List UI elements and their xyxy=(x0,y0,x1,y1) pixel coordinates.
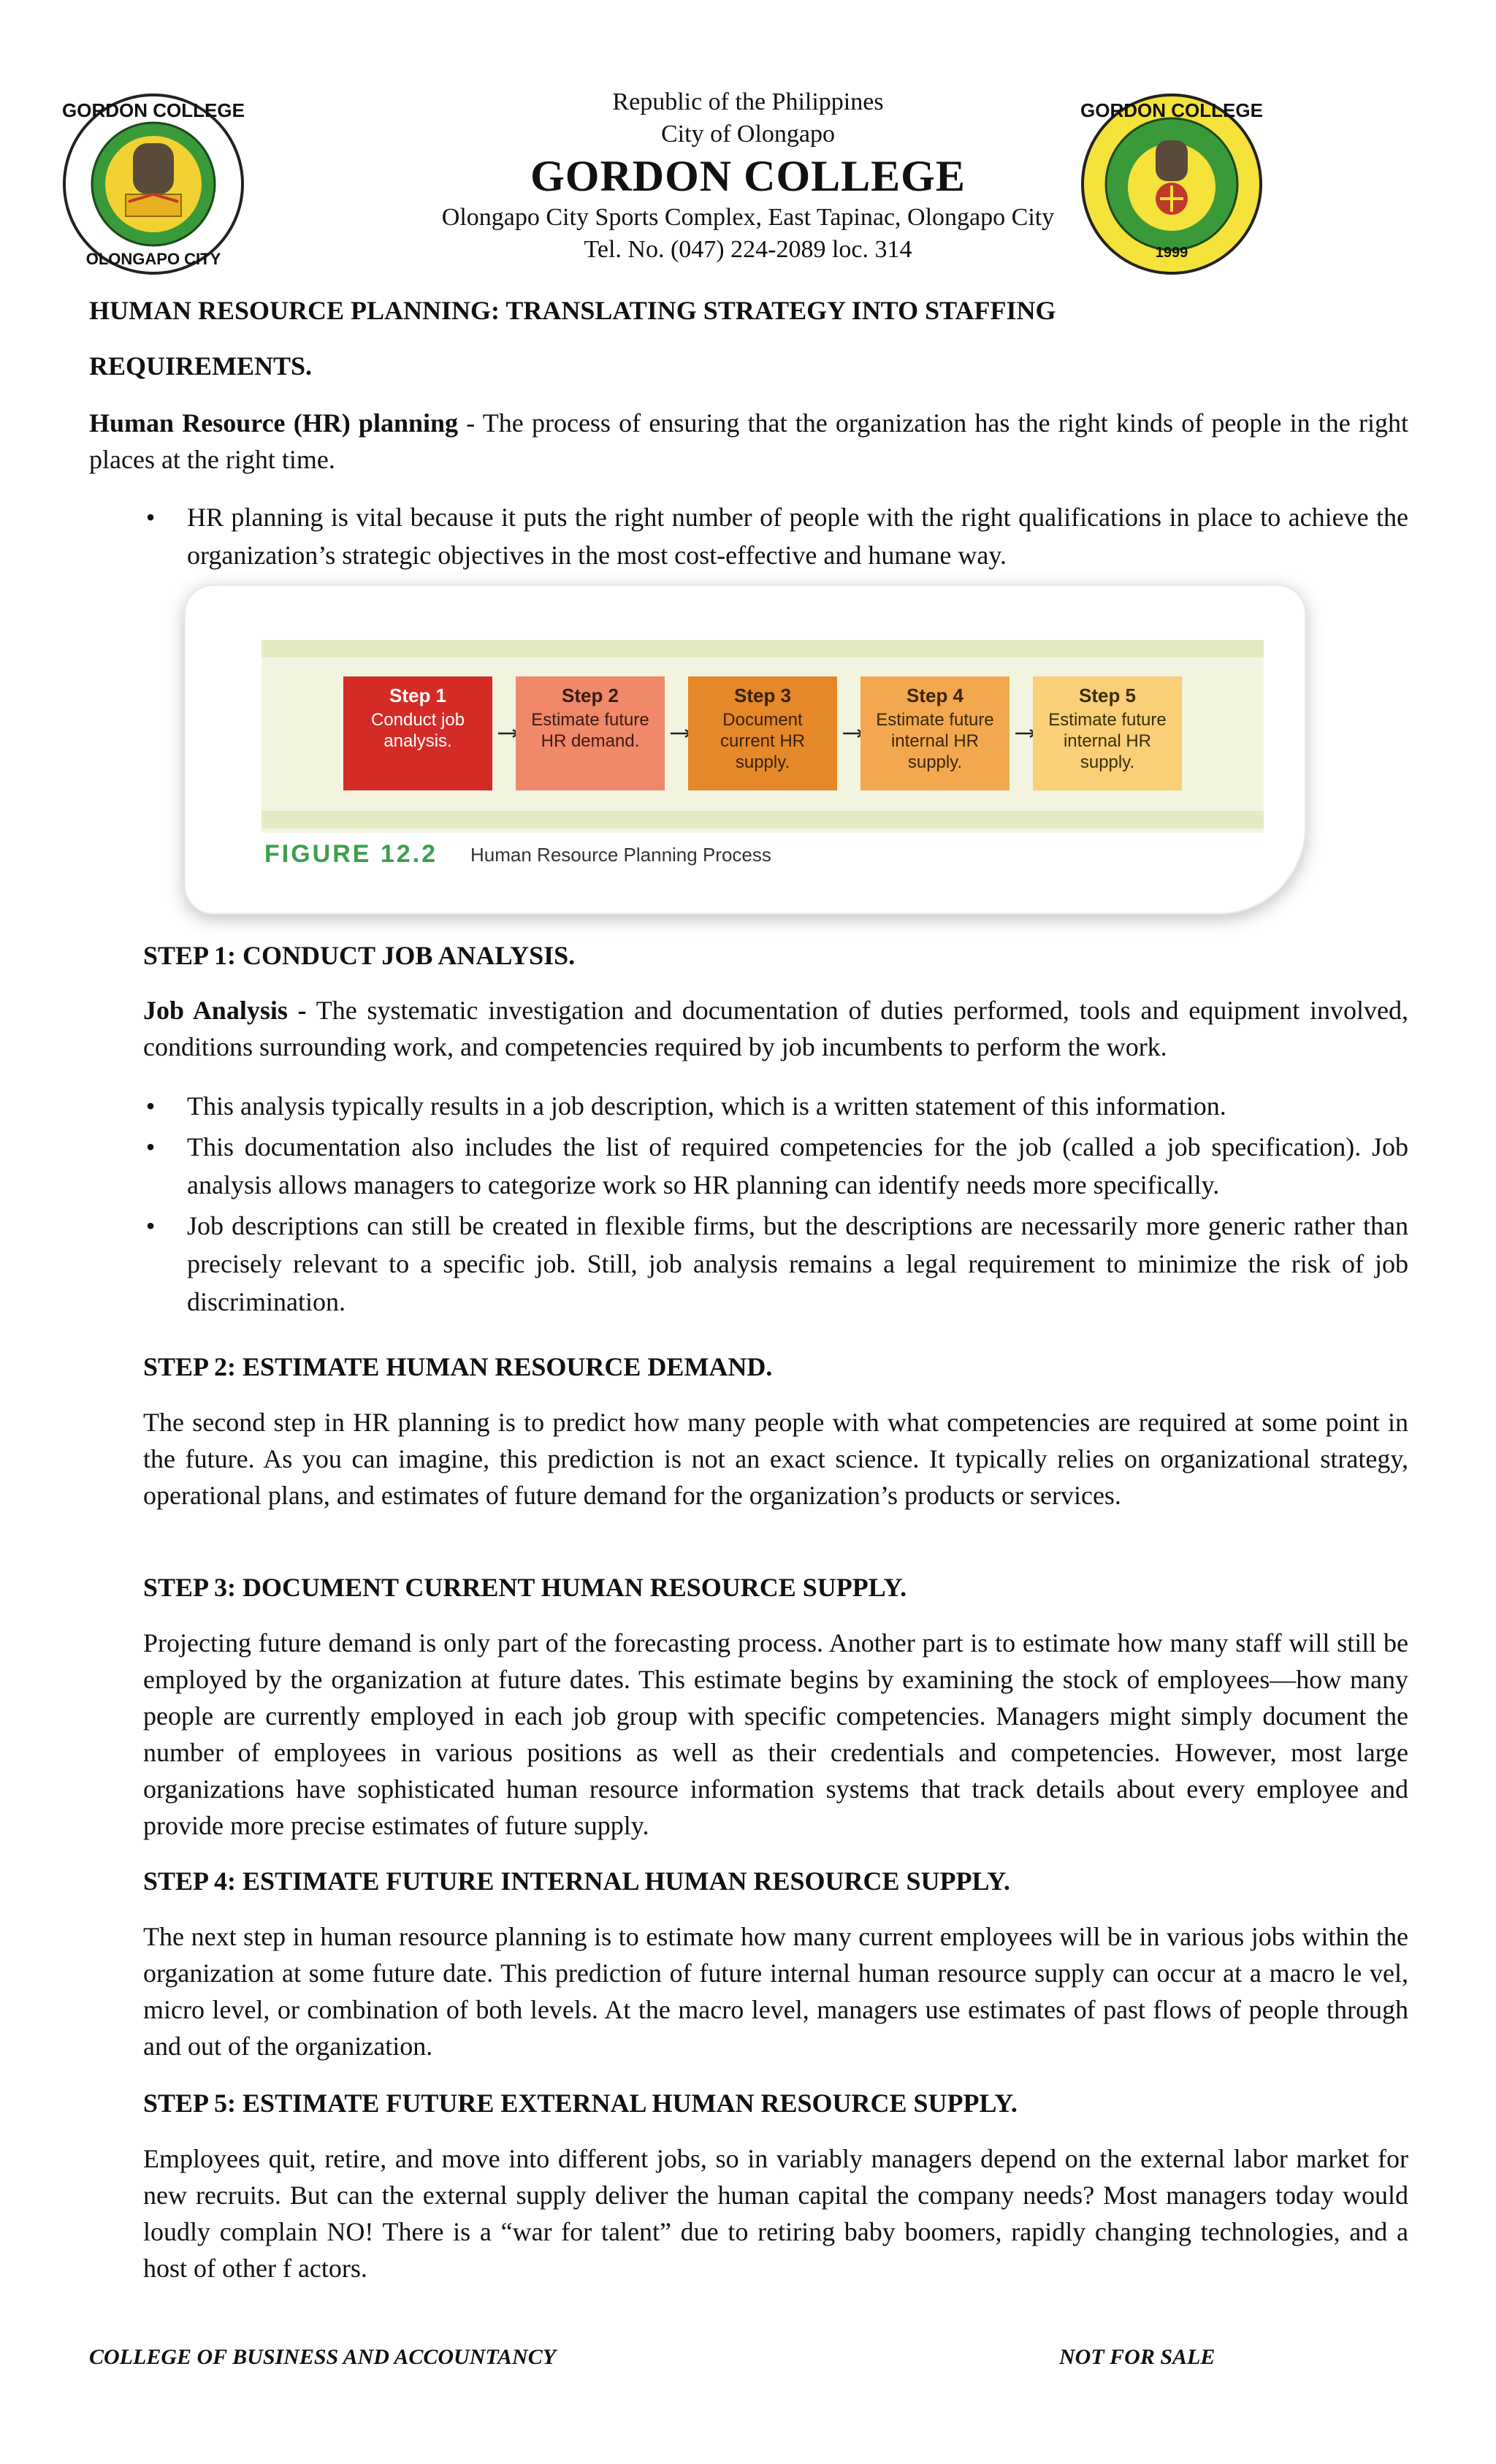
bullet-icon: • xyxy=(145,1091,156,1121)
step3-heading: STEP 3: DOCUMENT CURRENT HUMAN RESOURCE SUPPLY. xyxy=(143,1573,907,1602)
figure-number: FIGURE 12.2 xyxy=(264,840,438,868)
step-4-box: Step 4 Estimate future internal HR supply. xyxy=(860,676,1010,790)
city-line: City of Olongapo xyxy=(661,121,835,148)
gordon-college-seal-logo xyxy=(61,92,245,276)
step3-paragraph: Projecting future demand is only part of the forecasting process. Another part is to estimate how many staff will still be employed by the organization at future dates. This estimate begins by examining the stock of employees—how many people are currently employed in each job group with specific competencies. Managers might simply document the number of employees in various positions as well as their credentials and competencies. However, most large organizations have sophisticated human resource information systems that track details about every employee and provide more precise estimates of future supply. xyxy=(143,1628,1408,1840)
address-line: Olongapo City Sports Complex, East Tapinac, Olongapo City xyxy=(441,204,1055,231)
document-title-line2: REQUIREMENTS. xyxy=(89,351,313,381)
footer-not-for-sale: NOT FOR SALE xyxy=(1059,2345,1216,2369)
step-2-box: Step 2 Estimate future HR demand. xyxy=(516,676,665,790)
list-item: • HR planning is vital because it puts the right number of people with the right qualifications in place to achieve the organization’s strategic objectives in the most cost-effective and humane way. xyxy=(143,498,1408,574)
svg-text:GORDON COLLEGE: GORDON COLLEGE xyxy=(62,99,245,121)
figure-band-bottom xyxy=(262,811,1264,828)
bullet-icon: • xyxy=(145,1132,156,1162)
list-item: • This analysis typically results in a job description, which is a written statement of this information. xyxy=(143,1087,1408,1125)
step4-heading: STEP 4: ESTIMATE FUTURE INTERNAL HUMAN RESOURCE SUPPLY. xyxy=(143,1866,1010,1896)
hr-planning-definition xyxy=(89,405,1408,478)
footer-department: COLLEGE OF BUSINESS AND ACCOUNTANCY xyxy=(89,2345,557,2369)
college-name: GORDON COLLEGE xyxy=(530,152,966,200)
step2-heading: STEP 2: ESTIMATE HUMAN RESOURCE DEMAND. xyxy=(143,1352,773,1381)
bullet-icon: • xyxy=(145,1211,156,1240)
republic-line: Republic of the Philippines xyxy=(612,88,884,115)
step5-heading: STEP 5: ESTIMATE FUTURE EXTERNAL HUMAN RESOURCE SUPPLY. xyxy=(143,2089,1018,2118)
hr-planning-definition-text: - The process of ensuring that the organization has the right kinds of people in the right places at the right time. xyxy=(89,408,1408,474)
svg-text:OLONGAPO CITY: OLONGAPO CITY xyxy=(85,250,221,268)
step-1-box: Step 1 Conduct job analysis. xyxy=(343,676,492,790)
document-title-line1: HUMAN RESOURCE PLANNING: TRANSLATING STRATEGY INTO STAFFING xyxy=(89,296,1056,325)
tel-line: Tel. No. (047) 224-2089 loc. 314 xyxy=(584,236,912,263)
step1-heading: STEP 1: CONDUCT JOB ANALYSIS. xyxy=(143,941,576,970)
hr-planning-term: Human Resource (HR) planning xyxy=(89,408,459,438)
step-5-box: Step 5 Estimate future internal HR supply. xyxy=(1033,676,1182,790)
job-analysis-term: Job Analysis - xyxy=(143,996,307,1025)
svg-text:GORDON COLLEGE: GORDON COLLEGE xyxy=(1080,99,1263,121)
svg-text:1999: 1999 xyxy=(1155,245,1188,261)
figure-caption: Human Resource Planning Process xyxy=(470,844,771,866)
job-analysis-text: The systematic investigation and documentation of duties performed, tools and equipment involved, conditions surrounding work, and competencies required by job incumbents to perform the work. xyxy=(143,996,1408,1061)
step1-bullet-list xyxy=(143,1087,1408,1324)
college-of-business-seal-logo xyxy=(1080,92,1264,276)
step4-paragraph: The next step in human resource planning is to estimate how many current employees will be in various jobs within the organization at some future date. This prediction of future internal human resource supply can occur at a macro le vel, micro level, or combination of both levels. At the macro level, managers use estimates of past flows of people through and out of the organization. xyxy=(143,1922,1408,2061)
bullet-icon: • xyxy=(145,503,156,532)
step-3-box: Step 3 Document current HR supply. xyxy=(688,676,837,790)
list-item: • Job descriptions can still be created in flexible firms, but the descriptions are necessarily more generic rather than precisely relevant to a specific job. Still, job analysis remains a legal requirement to minimize the risk of job discrimination. xyxy=(143,1207,1408,1321)
figure-band-top xyxy=(262,640,1264,657)
intro-bullet-list xyxy=(143,498,1408,577)
step5-paragraph: Employees quit, retire, and move into different jobs, so in variably managers depend on the external labor market for new recruits. But can the external supply deliver the human capital the company needs? Most managers today would loudly complain NO! There is a “war for talent” due to retiring baby boomers, rapidly changing technologies, and a host of other f actors. xyxy=(143,2144,1408,2283)
hr-planning-process-figure xyxy=(184,584,1306,915)
step2-paragraph: The second step in HR planning is to predict how many people with what competencies are required at some point in the future. As you can imagine, this prediction is not an exact science. It typically relies on organizational strategy, operational plans, and estimates of future demand for the organization’s products or services. xyxy=(143,1408,1408,1510)
job-analysis-definition xyxy=(143,992,1408,1065)
list-item: • This documentation also includes the list of required competencies for the job (called a job specification). Job analysis allows managers to categorize work so HR planning can identify needs more specifically. xyxy=(143,1128,1408,1204)
